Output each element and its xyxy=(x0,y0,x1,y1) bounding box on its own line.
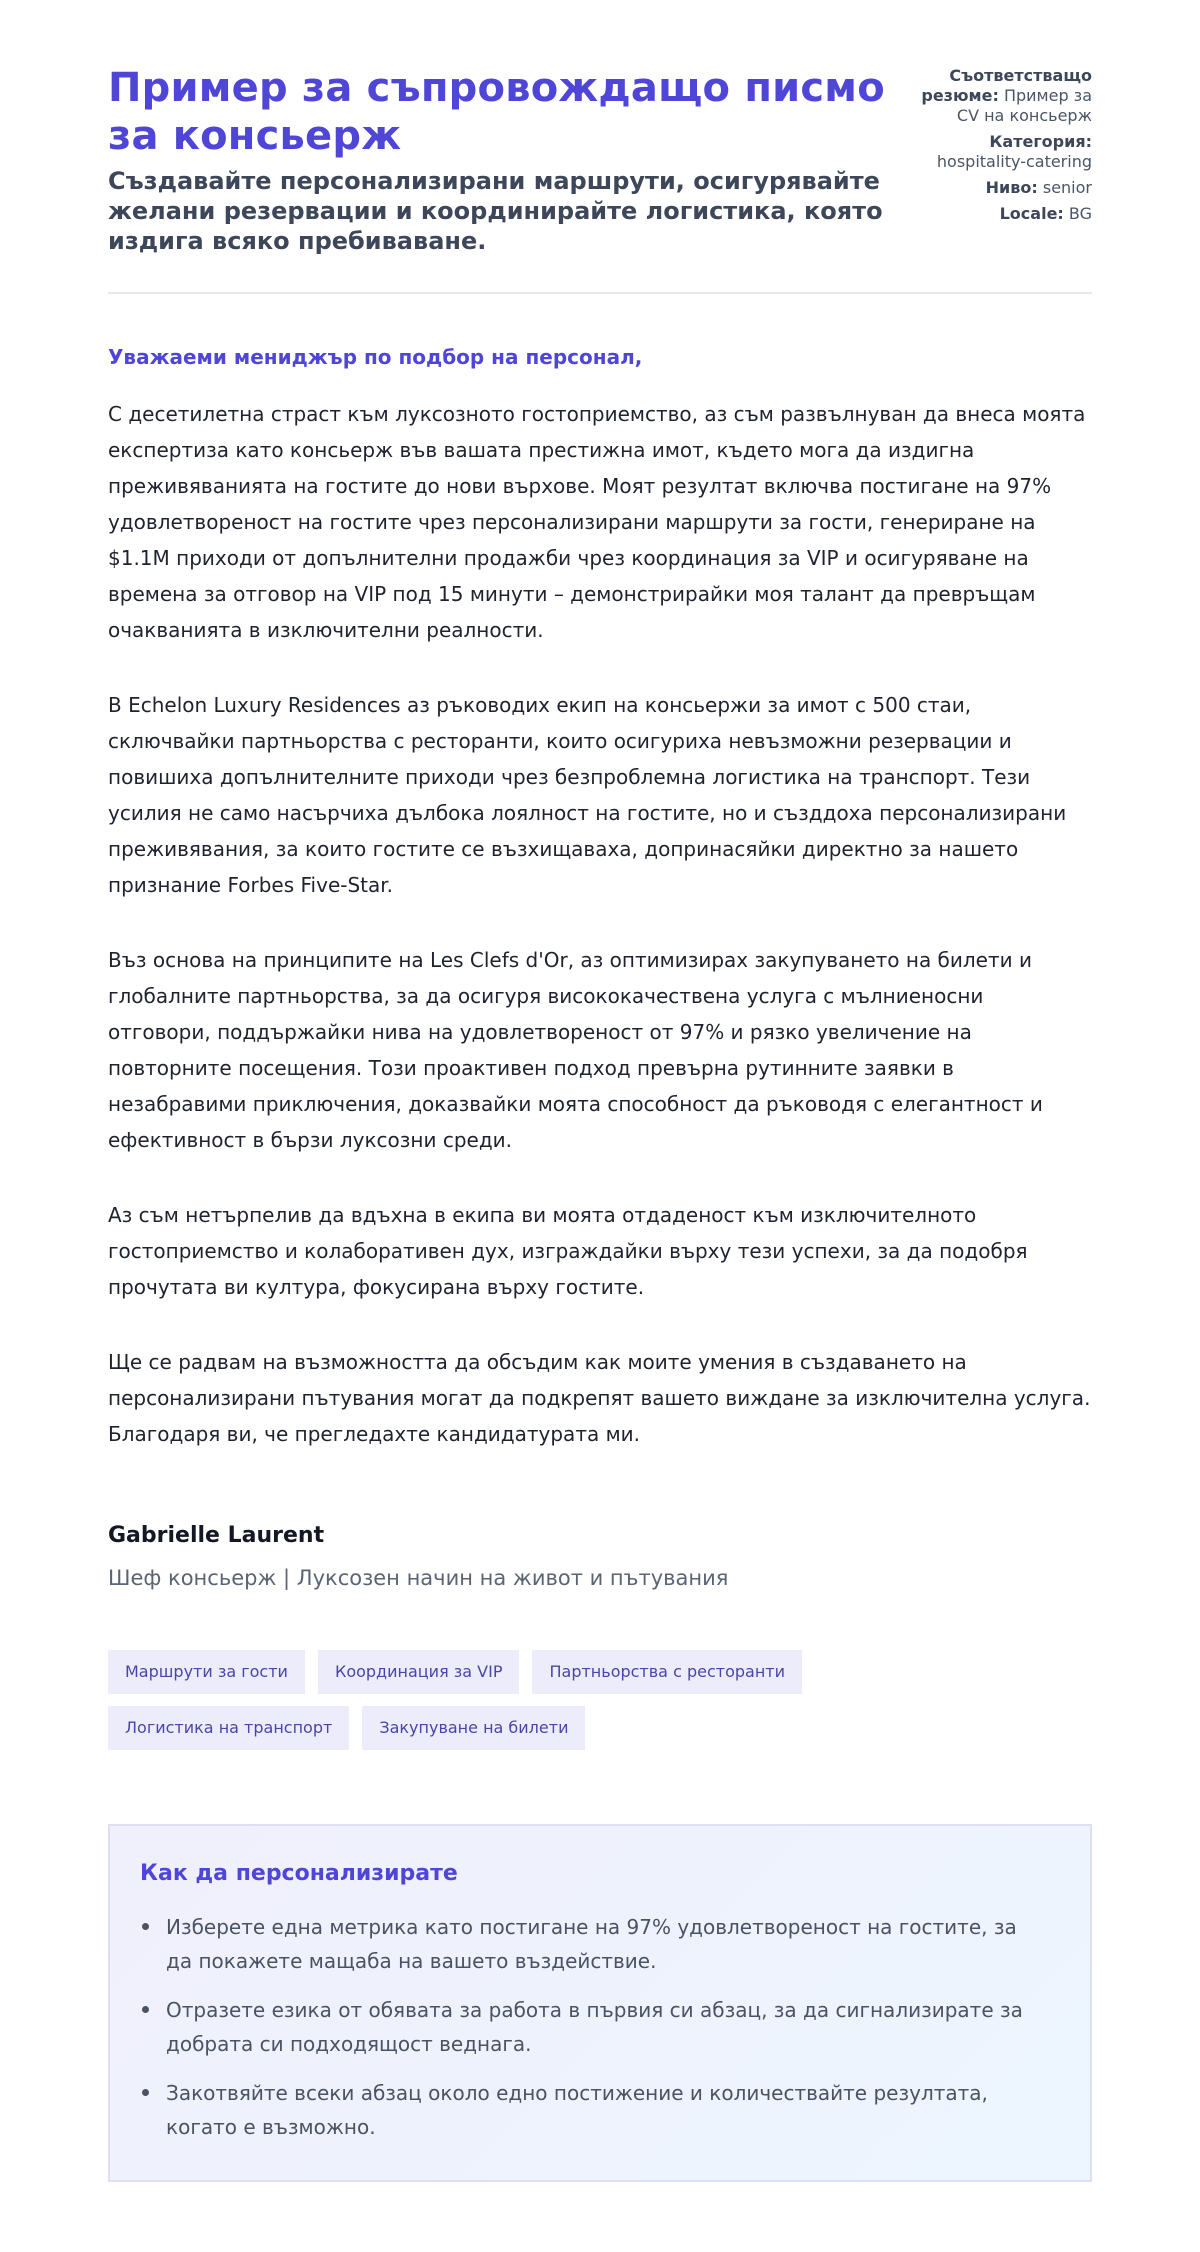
tips-list xyxy=(140,1910,1046,2144)
header-titles xyxy=(108,64,898,256)
tips-title: Как да персонализирате xyxy=(140,1861,458,1886)
tips-item xyxy=(140,1993,1046,2061)
meta-matching-resume xyxy=(902,66,1092,126)
signature-title: Шеф консьерж | Луксозен начин на живот и пътувания xyxy=(108,1566,729,1590)
bullet-icon xyxy=(142,1923,149,1930)
letter-paragraph: В Echelon Luxury Residences аз ръководих екип на консьержи за имот с 500 стаи, сключвайки партньорства с ресторанти, които осигуриха невъзможни резервации и повишиха допълнителните приходи чрез безпроблемна логистика на транспорт. Тези усилия не само насърчиха дълбока лоялност на гостите, но и създдоха персонализирани преживявания, за които гостите се възхищаваха, допринасяйки директно за нашето признание Forbes Five-Star. xyxy=(108,693,1067,897)
bullet-icon xyxy=(142,2089,149,2096)
meta-locale xyxy=(902,204,1092,224)
skill-tags xyxy=(108,1650,1008,1750)
page-title: Пример за съпровождащо писмо за консьерж xyxy=(108,65,885,159)
meta-value: Пример за CV на консьерж xyxy=(956,86,1092,125)
signature-name: Gabrielle Laurent xyxy=(108,1523,325,1548)
skill-tag[interactable]: Партньорства с ресторанти xyxy=(532,1650,802,1694)
letter-paragraph: С десетилетна страст към луксозното гостоприемство, аз съм развълнуван да внеса моята експертиза като консьерж във вашата престижна имот, където мога да издигна преживяванията на гостите до нови върхове. Моят резултат включва постигане на 97% удовлетвореност на гостите чрез персонализирани маршрути за гости, генериране на $1.1M приходи от допълнителни продажби чрез координация за VIP и осигуряване на времена за отговор на VIP под 15 минути – демонстрирайки моя талант да превръщам очакванията в изключителни реалности. xyxy=(108,402,1086,642)
tips-item-text: Изберете една метрика като постигане на 97% удовлетвореност на гостите, за да покажете мащаба на вашето въздействие. xyxy=(166,1915,1017,1973)
salutation: Уважаеми мениджър по подбор на персонал, xyxy=(108,345,643,369)
meta-label: Категория: xyxy=(989,132,1092,151)
meta-label: Ниво: xyxy=(985,178,1038,197)
meta-label: Съответстващо резюме: xyxy=(921,66,1092,105)
letter-paragraph: Аз съм нетърпелив да вдъхна в екипа ви моята отдаденост към изключителното гостоприемство и колаборативен дух, изграждайки върху тези успехи, за да подобря прочутата ви култура, фокусирана върху гостите. xyxy=(108,1203,1028,1299)
page-header xyxy=(108,64,1092,294)
signature-block xyxy=(108,1522,1092,1592)
letter-paragraph: Въз основа на принципите на Les Clefs d'Or, аз оптимизирах закупуването на билети и глобалните партньорства, за да осигуря висококачествена услуга с мълниеносни отговори, поддържайки нива на удовлетвореност от 97% и рязко увеличение на повторните посещения. Този проактивен подход превърна рутинните заявки в незабравими приключения, доказвайки моята способност да ръководя с елегантност и ефективност в бързи луксозни среди. xyxy=(108,948,1043,1152)
meta-panel xyxy=(902,64,1092,230)
skill-tag[interactable]: Координация за VIP xyxy=(318,1650,520,1694)
skill-tag[interactable]: Закупуване на билети xyxy=(362,1706,585,1750)
letter-paragraph: Ще се радвам на възможността да обсъдим как моите умения в създаването на персонализирани пътувания могат да подкрепят вашето виждане за изключителна услуга. Благодаря ви, че прегледахте кандидатурата ми. xyxy=(108,1350,1091,1446)
meta-label: Locale: xyxy=(999,204,1064,223)
page-subtitle: Създавайте персонализирани маршрути, осигурявайте желани резервации и координирайте логистика, която издига всяко пребиваване. xyxy=(108,167,883,255)
skill-tag[interactable]: Логистика на транспорт xyxy=(108,1706,349,1750)
tips-item-text: Отразете езика от обявата за работа в първия си абзац, за да сигнализирате за добрата си подходящост веднага. xyxy=(166,1998,1023,2056)
tips-item xyxy=(140,1910,1046,1978)
meta-level xyxy=(902,178,1092,198)
skill-tag[interactable]: Маршрути за гости xyxy=(108,1650,305,1694)
letter-body xyxy=(108,294,1092,1592)
tips-item-text: Закотвяйте всеки абзац около едно постижение и количествайте резултата, когато е възможно. xyxy=(166,2081,988,2139)
personalization-tips xyxy=(108,1824,1092,2182)
meta-category xyxy=(902,132,1092,172)
bullet-icon xyxy=(142,2006,149,2013)
meta-value: BG xyxy=(1068,204,1092,223)
meta-value: senior xyxy=(1042,178,1092,197)
meta-value: hospitality-catering xyxy=(936,152,1092,171)
tips-item xyxy=(140,2076,1046,2144)
